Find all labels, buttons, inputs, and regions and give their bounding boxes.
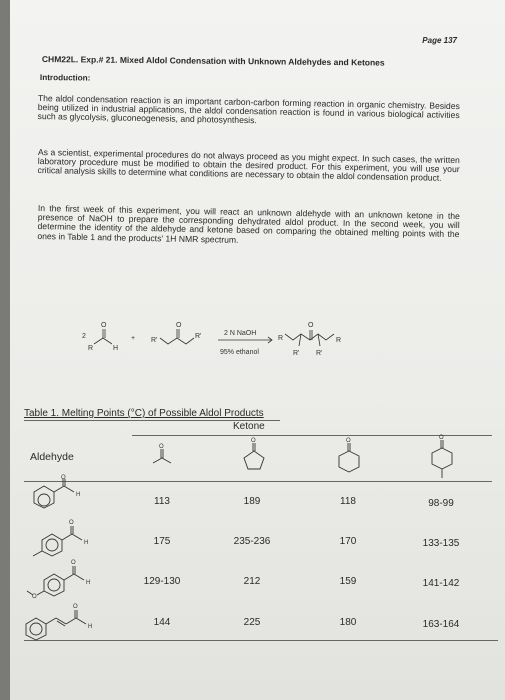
aldehyde-header: Aldehyde [30,451,74,463]
cinnamaldehyde-h-label: H [88,624,93,630]
4-methoxybenzaldehyde-icon [24,558,104,602]
cyclopentanone-o-label: O [251,438,256,444]
table-cell: 98-99 [428,498,454,509]
rxn-plus: + [131,335,136,342]
cyclopentanone-icon [240,435,268,475]
cyclohexanone-icon [335,435,363,477]
table-cell: 212 [243,576,261,587]
rxn-r-3: R [336,337,342,344]
table-cell: 235-236 [233,536,271,547]
table-cell: 141-142 [422,578,460,589]
document-title: CHM22L. Exp.# 21. Mixed Aldol Condensation with Unknown Aldehydes and Ketones [41,54,385,68]
paragraph-2: As a scientist, experimental procedures do not always proceed as you might expect. In such cases, the written laboratory procedure must be modified to obtain the desired product. For this experiment, you will use your critical analysis skills to determine what conditions are necessary to obtain the aldol condensation product. [37,147,460,184]
rxn-o-2: O [176,322,182,329]
table-caption: Table 1. Melting Points (°C) of Possible Aldol Products [24,408,264,419]
document-page [10,0,505,700]
paragraph-3: In the first week of this experiment, you will react an unknown aldehyde with an unknown ketone in the presence of NaOH to prepare the corresponding dehydrated aldol product. In the second week, you will determine the identity of the aldehyde and ketone based on comparing the obtained melting points with the ones in Table 1 and the products' 1H NMR spectrum. [37,203,460,245]
rxn-r-prime-2: R' [195,333,202,340]
ketone-header: Ketone [233,421,265,432]
methoxybenzaldehyde-h-label: H [86,580,91,586]
table-cell: 159 [339,576,357,587]
rxn-r-2: R [278,335,284,342]
rxn-r-prime-1: R' [151,337,158,344]
table-cell: 225 [243,617,261,628]
methylbenzaldehyde-o-label: O [69,520,74,526]
acetone-o-label: O [159,444,164,450]
rxn-r-prime-3: R' [293,350,300,357]
table-cell: 129-130 [143,576,181,587]
table-cell: 180 [339,617,357,628]
rxn-coefficient: 2 [82,333,86,340]
intro-heading: Introduction: [39,73,91,83]
4-methylcyclohexanone-o-label: O [439,435,444,441]
benzaldehyde-h-label: H [76,492,81,498]
table-cell: 113 [154,496,170,507]
table-top-rule [24,420,280,421]
table-cell: 118 [340,496,356,507]
rxn-solvent: 95% ethanol [220,349,259,356]
table-cell: 170 [339,536,357,547]
rxn-reagent: 2 N NaOH [224,330,257,337]
benzaldehyde-icon [30,476,100,516]
cinnamaldehyde-icon [22,598,102,642]
table-cell: 133-135 [422,538,460,549]
methoxybenzaldehyde-o-label: O [71,560,76,566]
rxn-h-1: H [113,345,119,352]
table-cell: 175 [153,536,171,547]
page-number: Page 137 [422,36,457,45]
rxn-r-1: R [88,345,94,352]
methylbenzaldehyde-h-label: H [84,540,89,546]
cinnamaldehyde-o-label: O [73,604,78,610]
4-methylbenzaldehyde-icon [30,516,100,560]
table-cell: 189 [243,496,261,507]
cyclohexanone-o-label: O [346,438,351,444]
table-cell: 163-164 [422,619,460,630]
methoxy-o-label: O [32,594,37,600]
4-methylcyclohexanone-icon [428,432,456,482]
rxn-o-3: O [308,322,314,329]
benzaldehyde-o-label: O [61,475,66,481]
table-cell: 144 [153,617,171,628]
rxn-o-1: O [101,322,107,329]
reaction-scheme [10,300,505,370]
acetone-icon [150,441,176,471]
rxn-r-prime-4: R' [316,350,323,357]
paragraph-1: The aldol condensation reaction is an important carbon-carbon forming reaction in organic chemistry. Besides being utilized in industrial applications, the aldol condensation reaction is found in various biological activities such as glycolysis, gluconeogenesis, and photosynthesis. [37,93,460,126]
